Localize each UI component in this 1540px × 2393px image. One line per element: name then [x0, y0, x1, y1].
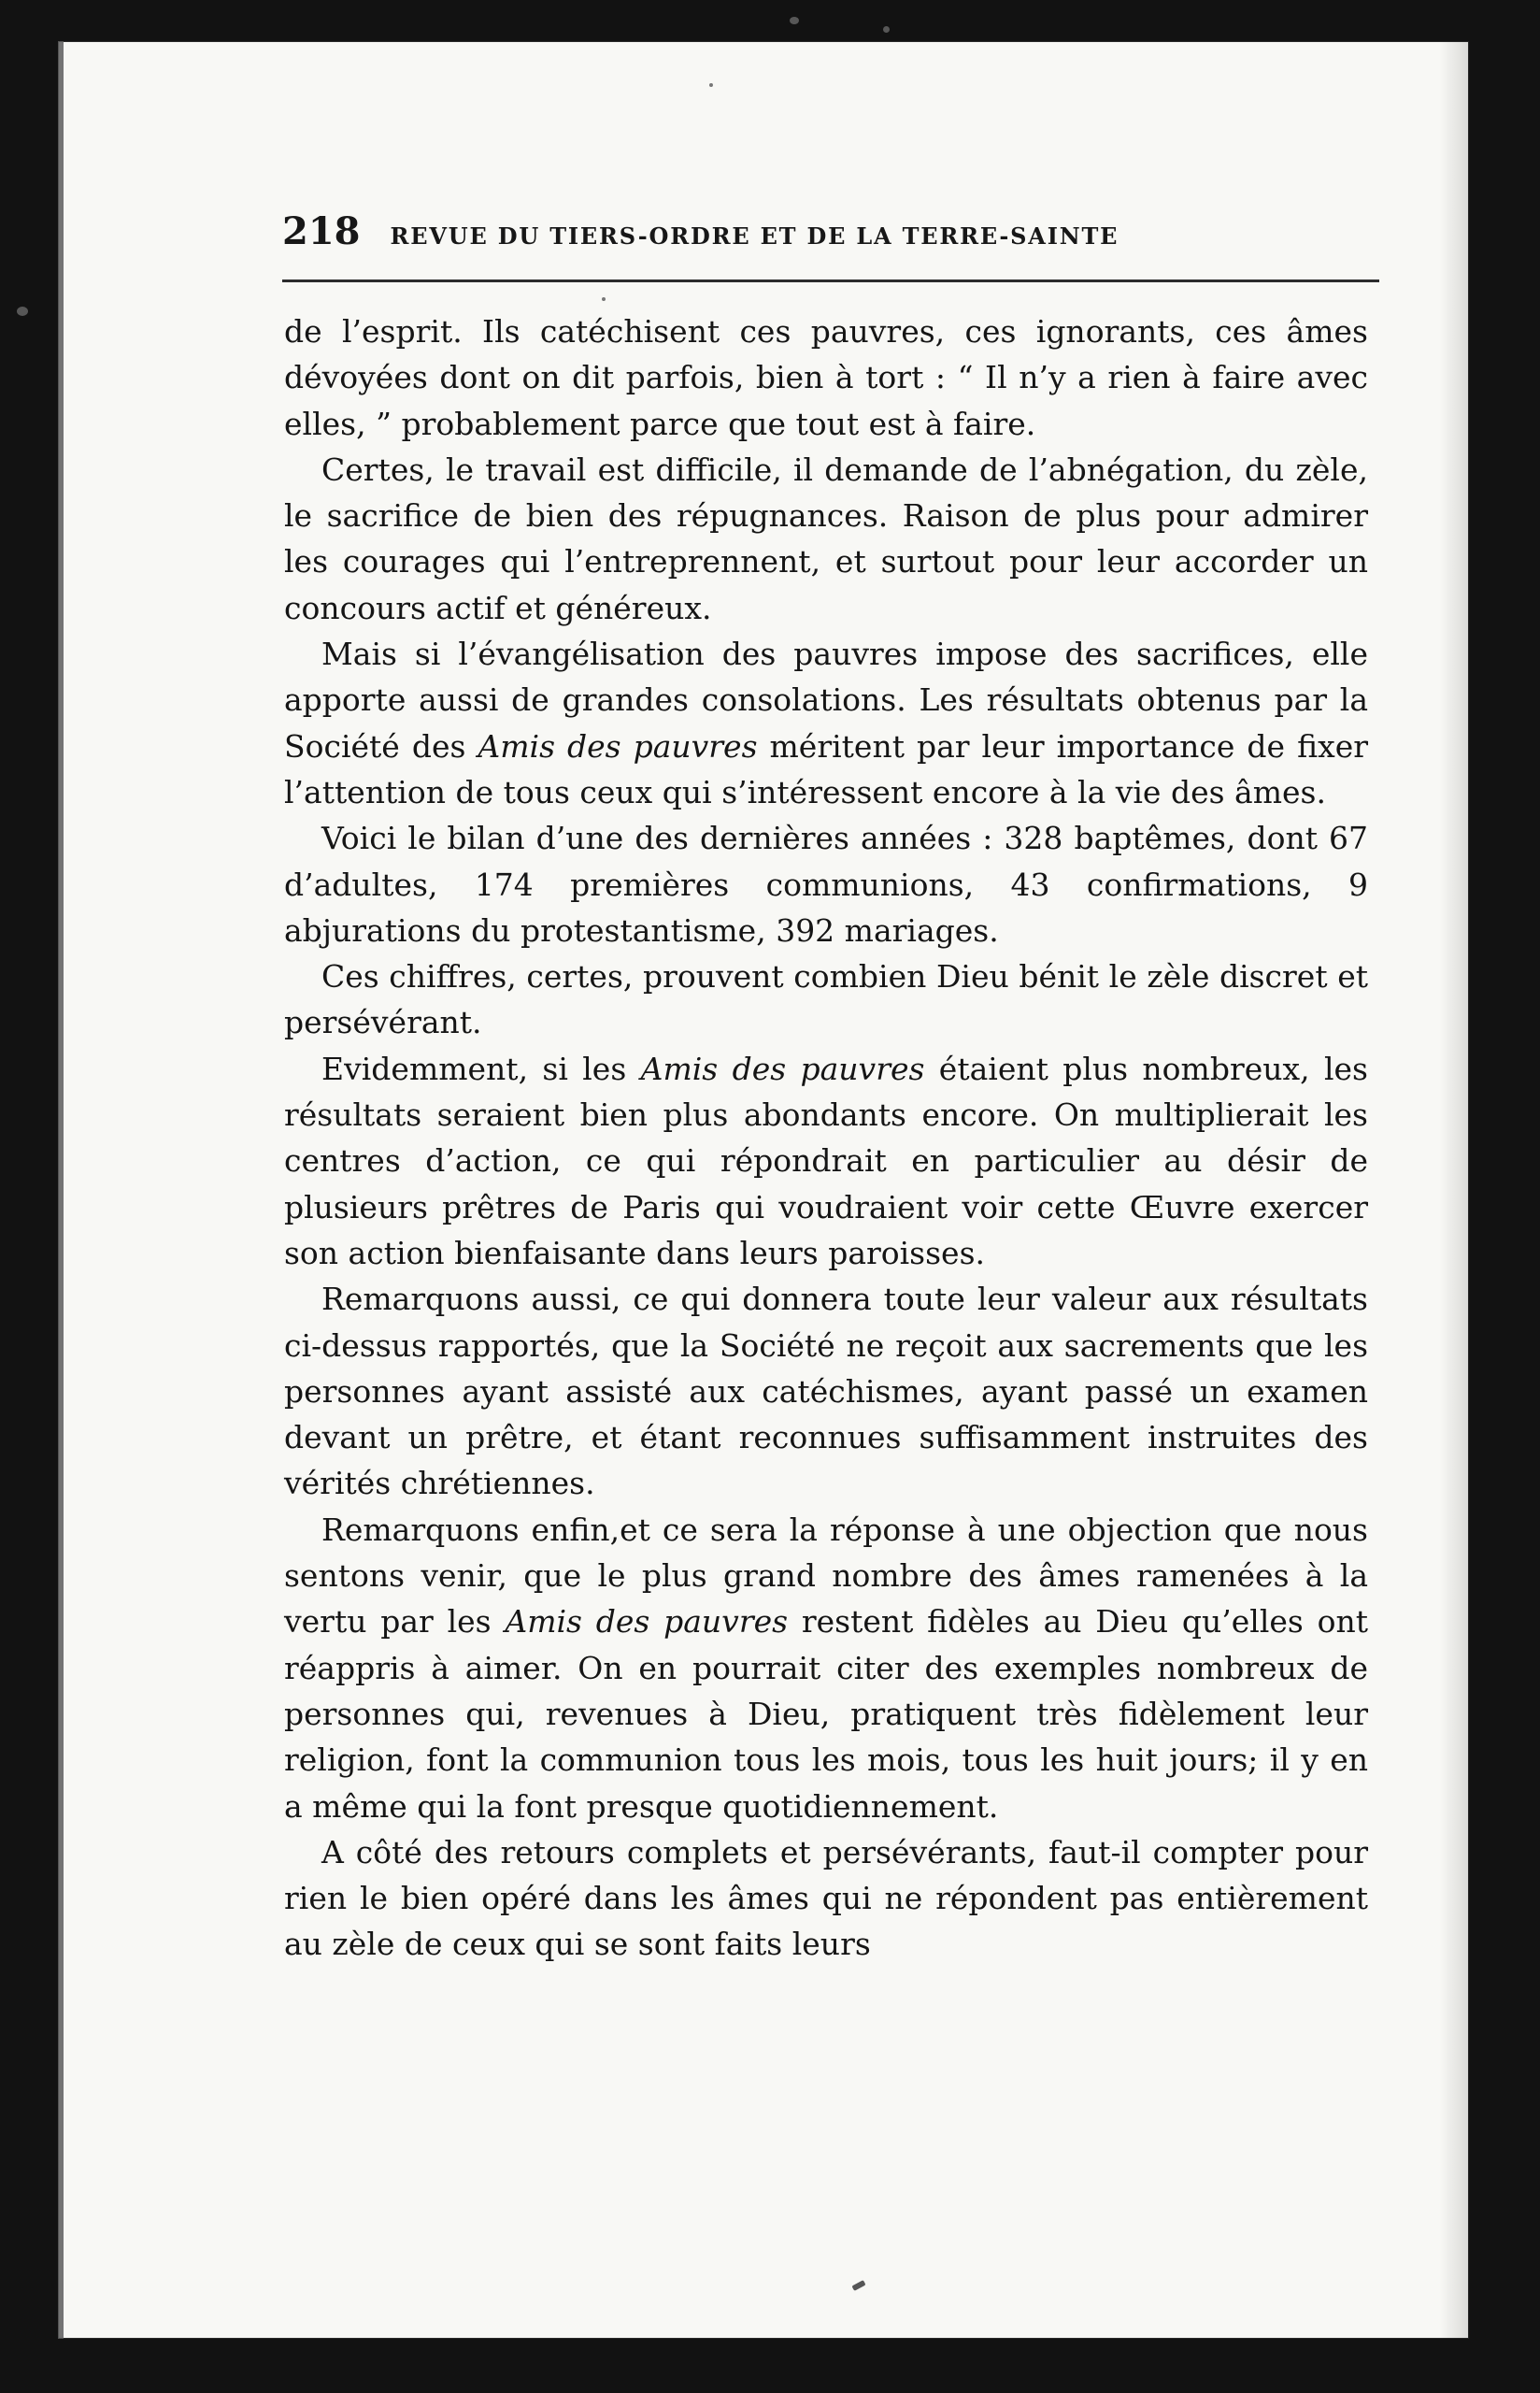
document-page — [58, 41, 1469, 2339]
paragraph-4: Voici le bilan d’une des dernières années : 328 baptêmes, dont 67 d’adultes, 174 premières communions, 43 confirmations, 9 abjurations du protestantisme, 392 mariages. — [284, 820, 1368, 949]
paragraph-5: Ces chiffres, certes, prouvent combien Dieu bénit le zèle discret et persévérant. — [284, 958, 1368, 1041]
scan-dot — [709, 83, 713, 87]
amis-des-pauvres-emphasis: Amis des pauvres — [640, 1050, 925, 1087]
paragraph-3-before: Mais si l’évangélisation des pauvres impose des sacrifices, elle apporte aussi de grandes consolations. Les résultats obtenus par la Société des — [284, 636, 1368, 765]
amis-des-pauvres-emphasis: Amis des pauvres — [478, 727, 758, 765]
paragraph-6 — [284, 1046, 1368, 1276]
scan-speck — [883, 26, 890, 33]
page-right-shadow — [1439, 41, 1469, 2339]
paragraph-3 — [284, 631, 1368, 815]
paragraph-1: de l’esprit. Ils catéchisent ces pauvres, ces ignorants, ces âmes dévoyées dont on dit parfois, bien à tort : “ Il n’y a rien à faire avec elles, ” probablement parce que tout est à faire. — [284, 313, 1368, 442]
paragraph-8 — [284, 1507, 1368, 1829]
page-left-edge — [58, 41, 64, 2339]
paragraph-6-before: Evidemment, si les — [321, 1050, 641, 1087]
body-text — [284, 308, 1368, 1968]
header-rule — [282, 279, 1379, 282]
scan-dot — [602, 297, 606, 301]
paragraph-2: Certes, le travail est difficile, il demande de l’abnégation, du zèle, le sacrifice de bien des répugnances. Raison de plus pour admirer les courages qui l’entreprennent, et surtout pour leur accorder un concours actif et généreux. — [284, 451, 1368, 626]
paragraph-7: Remarquons aussi, ce qui donnera toute leur valeur aux résultats ci-dessus rapportés, que la Société ne reçoit aux sacrements que les personnes ayant assisté aux catéchismes, ayant passé un examen devant un prêtre, et étant reconnues suffisamment instruites des vérités chrétiennes. — [284, 1281, 1368, 1502]
paragraph-3-after: méritent par leur importance de fixer l’attention de tous ceux qui s’intéressent encore à la vie des âmes. — [284, 727, 1368, 810]
page-number: 218 — [282, 209, 361, 253]
scan-mark — [851, 2280, 865, 2291]
paragraph-6-after: étaient plus nombreux, les résultats seraient bien plus abondants encore. On multiplierait les centres d’action, ce qui répondrait en particulier au désir de plusieurs prêtres de Paris qui voudraient voir cette Œuvre exercer son action bienfaisante dans leurs paroisses. — [284, 1050, 1368, 1271]
running-header — [282, 209, 1379, 265]
scan-speck — [790, 17, 799, 24]
paragraph-8-after: restent fidèles au Dieu qu’elles ont réappris à aimer. On en pourrait citer des exemples nombreux de personnes qui, revenues à Dieu, pratiquent très fidèlement leur religion, font la communion tous les mois, tous les huit jours; il y en a même qui la font presque quotidiennement. — [284, 1603, 1368, 1825]
amis-des-pauvres-emphasis: Amis des pauvres — [505, 1603, 789, 1641]
paragraph-8-before: Remarquons enfin,et ce sera la réponse à une objection que nous sentons venir, que le plus grand nombre des âmes ramenées à la vertu par les — [284, 1511, 1368, 1641]
scan-speck — [17, 307, 28, 316]
running-title: REVUE DU TIERS-ORDRE ET DE LA TERRE-SAINTE — [390, 222, 1119, 250]
paragraph-9: A côté des retours complets et persévérants, faut-il compter pour rien le bien opéré dans les âmes qui ne répondent pas entièrement au zèle de ceux qui se sont faits leurs — [284, 1833, 1368, 1963]
